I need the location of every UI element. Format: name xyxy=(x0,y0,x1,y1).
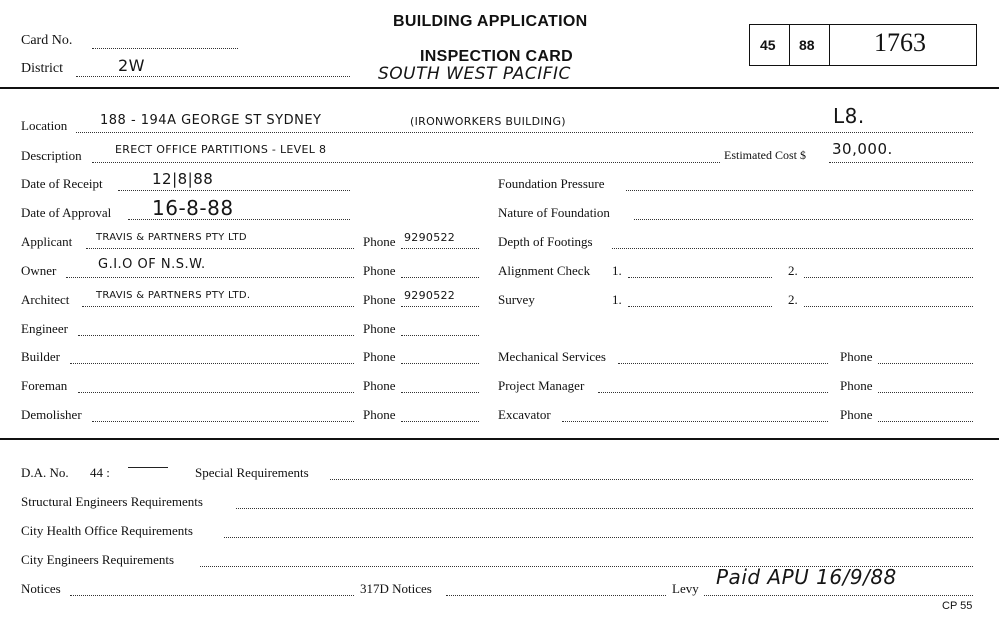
survey-label: Survey xyxy=(498,292,535,307)
foreman-line xyxy=(78,392,354,393)
depth-footings-label: Depth of Footings xyxy=(498,234,593,249)
nature-foundation-line xyxy=(634,219,973,220)
date-receipt-line xyxy=(118,190,350,191)
mechanical-label: Mechanical Services xyxy=(498,349,606,364)
builder-label: Builder xyxy=(21,349,60,364)
engineer-label: Engineer xyxy=(21,321,68,336)
applicant-value: TRAVIS & PARTNERS PTY LTD xyxy=(96,232,247,243)
engineer-line xyxy=(78,335,354,336)
estimated-cost-value: 30,000. xyxy=(832,140,893,158)
box-a-value: 45 xyxy=(760,37,776,53)
foundation-pressure-label: Foundation Pressure xyxy=(498,176,605,191)
box-b-value: 88 xyxy=(799,37,815,53)
architect-phone-label: Phone xyxy=(363,292,396,307)
foundation-pressure-line xyxy=(626,190,973,191)
applicant-line xyxy=(86,248,354,249)
box-divider-1 xyxy=(789,25,790,65)
survey-two-label: 2. xyxy=(788,292,798,307)
excavator-label: Excavator xyxy=(498,407,551,422)
notices-label: Notices xyxy=(21,581,61,596)
owner-label: Owner xyxy=(21,263,57,278)
survey-one-label: 1. xyxy=(612,292,622,307)
card-number-box xyxy=(749,24,977,66)
levy-line xyxy=(704,595,973,596)
district-label: District xyxy=(21,61,63,76)
date-receipt-label: Date of Receipt xyxy=(21,176,103,191)
card-no-label: Card No. xyxy=(21,33,73,48)
form-code: CP 55 xyxy=(942,600,973,612)
alignment-one-label: 1. xyxy=(612,263,622,278)
excavator-phone-label: Phone xyxy=(840,407,873,422)
demolisher-label: Demolisher xyxy=(21,407,82,422)
da-no-value: 44 : xyxy=(90,465,110,480)
levy-value: Paid APU 16/9/88 xyxy=(716,565,897,589)
owner-phone-line xyxy=(401,277,479,278)
applicant-phone-label: Phone xyxy=(363,234,396,249)
estimated-cost-line xyxy=(829,162,973,163)
demolisher-line xyxy=(92,421,354,422)
project-manager-phone-line xyxy=(878,392,973,393)
location-label: Location xyxy=(21,118,68,133)
applicant-phone-value: 9290522 xyxy=(404,231,456,244)
city-engineers-label: City Engineers Requirements xyxy=(21,552,175,567)
notices-317d-line xyxy=(446,595,666,596)
builder-phone-label: Phone xyxy=(363,349,396,364)
architect-phone-value: 9290522 xyxy=(404,289,456,302)
estimated-cost-label: Estimated Cost $ xyxy=(724,148,806,162)
card-serial-number: 1763 xyxy=(874,28,926,57)
mechanical-phone-label: Phone xyxy=(840,349,873,364)
description-line xyxy=(92,162,720,163)
applicant-phone-line xyxy=(401,248,479,249)
location-note: (IRONWORKERS BUILDING) xyxy=(410,115,566,128)
structural-requirements-line xyxy=(236,508,973,509)
alignment-one-line xyxy=(628,277,772,278)
section-rule xyxy=(0,438,999,440)
engineer-phone-label: Phone xyxy=(363,321,396,336)
engineer-phone-line xyxy=(401,335,479,336)
project-manager-phone-label: Phone xyxy=(840,378,873,393)
architect-label: Architect xyxy=(21,292,70,307)
foreman-phone-label: Phone xyxy=(363,378,396,393)
da-no-label: D.A. No. xyxy=(21,465,69,480)
foreman-phone-line xyxy=(401,392,479,393)
survey-one-line xyxy=(628,306,772,307)
district-value: 2W xyxy=(118,56,145,75)
date-approval-value: 16-8-88 xyxy=(152,196,234,220)
district-line xyxy=(76,76,350,77)
special-requirements-line xyxy=(330,479,973,480)
mechanical-line xyxy=(618,363,828,364)
nature-foundation-label: Nature of Foundation xyxy=(498,205,610,220)
demolisher-phone-line xyxy=(401,421,479,422)
levy-label: Levy xyxy=(672,581,699,596)
health-requirements-line xyxy=(224,537,973,538)
foreman-label: Foreman xyxy=(21,378,68,393)
notices-317d-label: 317D Notices xyxy=(360,581,432,596)
box-divider-2 xyxy=(829,25,830,65)
date-receipt-value: 12|8|88 xyxy=(152,170,214,188)
form-subtitle: INSPECTION CARD xyxy=(420,48,573,65)
applicant-label: Applicant xyxy=(21,234,73,249)
location-line xyxy=(76,132,973,133)
depth-footings-line xyxy=(612,248,973,249)
date-approval-label: Date of Approval xyxy=(21,205,112,220)
alignment-two-line xyxy=(804,277,973,278)
location-value: 188 - 194A GEORGE ST SYDNEY xyxy=(100,113,322,128)
form-title: BUILDING APPLICATION xyxy=(393,13,588,30)
demolisher-phone-label: Phone xyxy=(363,407,396,422)
alignment-check-label: Alignment Check xyxy=(498,263,591,278)
excavator-phone-line xyxy=(878,421,973,422)
da-no-dash xyxy=(128,467,168,468)
architect-phone-line xyxy=(401,306,479,307)
card-no-line xyxy=(92,48,238,49)
owner-line xyxy=(66,277,354,278)
alignment-two-label: 2. xyxy=(788,263,798,278)
builder-phone-line xyxy=(401,363,479,364)
level-mark: L8. xyxy=(833,104,865,128)
survey-two-line xyxy=(804,306,973,307)
notices-line xyxy=(70,595,354,596)
architect-line xyxy=(82,306,354,307)
builder-line xyxy=(70,363,354,364)
description-label: Description xyxy=(21,148,82,163)
project-manager-line xyxy=(598,392,828,393)
header-rule xyxy=(0,87,999,89)
description-value: ERECT OFFICE PARTITIONS - LEVEL 8 xyxy=(115,143,327,156)
structural-requirements-label: Structural Engineers Requirements xyxy=(21,494,203,509)
mechanical-phone-line xyxy=(878,363,973,364)
excavator-line xyxy=(562,421,828,422)
architect-value: TRAVIS & PARTNERS PTY LTD. xyxy=(96,290,251,301)
owner-phone-label: Phone xyxy=(363,263,396,278)
project-manager-label: Project Manager xyxy=(498,378,585,393)
handwritten-area-note: SOUTH WEST PACIFIC xyxy=(378,64,571,84)
health-requirements-label: City Health Office Requirements xyxy=(21,523,193,538)
owner-value: G.I.O OF N.S.W. xyxy=(98,257,206,272)
special-requirements-label: Special Requirements xyxy=(195,465,309,480)
